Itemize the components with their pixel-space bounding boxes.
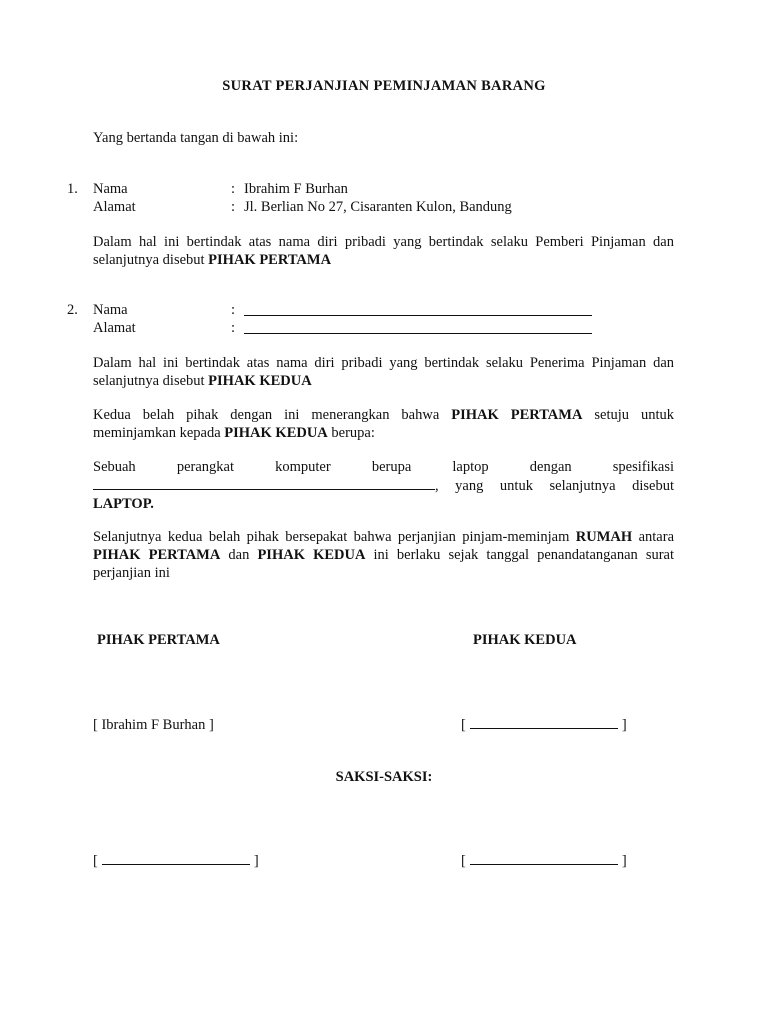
party2-name-label: Nama (93, 302, 128, 318)
item-paragraph (93, 458, 674, 513)
first-party-signature-name: [ Ibrahim F Burhan ] (93, 717, 214, 733)
witness-2-signature (461, 852, 627, 870)
witness-1-signature (93, 852, 259, 870)
bracket-close: ] (621, 717, 627, 733)
agreement-paragraph (93, 406, 674, 442)
witness-heading: SAKSI-SAKSI: (335, 769, 433, 785)
party2-role: PIHAK KEDUA (208, 373, 312, 389)
validity-rumah: RUMAH (575, 529, 633, 545)
item-line-1: Sebuah perangkat komputer berupa laptop dengan spesifikasi (93, 459, 674, 475)
party2-desc-text: Dalam hal ini bertindak atas nama diri pribadi yang bertindak selaku Penerima Pinjaman dan selanjutnya disebut (93, 355, 674, 389)
party2-address-colon: : (231, 320, 236, 336)
document-title: SURAT PERJANJIAN PEMINJAMAN BARANG (222, 78, 546, 94)
party1-number: 1. (67, 181, 78, 197)
second-party-signature (461, 716, 627, 734)
second-party-signature-blank[interactable] (470, 716, 618, 729)
second-party-heading: PIHAK KEDUA (473, 632, 577, 648)
party2-number: 2. (67, 302, 78, 318)
validity-text-3: dan (228, 547, 250, 563)
bracket-close: ] (253, 853, 259, 869)
first-party-heading: PIHAK PERTAMA (97, 632, 220, 648)
party2-name-field[interactable] (244, 301, 592, 316)
party1-name-colon: : (231, 181, 236, 197)
party1-name-value: Ibrahim F Burhan (244, 181, 348, 197)
witness-2-signature-blank[interactable] (470, 852, 618, 865)
witness-1-signature-blank[interactable] (102, 852, 250, 865)
validity-paragraph (93, 528, 674, 582)
item-spec-blank[interactable] (93, 476, 435, 490)
agreement-role-2: PIHAK KEDUA (224, 425, 328, 441)
party1-address-value: Jl. Berlian No 27, Cisaranten Kulon, Bandung (244, 199, 512, 215)
party1-role: PIHAK PERTAMA (208, 252, 332, 268)
bracket-open: [ (461, 853, 466, 869)
intro-text: Yang bertanda tangan di bawah ini: (93, 130, 299, 146)
validity-role-1: PIHAK PERTAMA (93, 547, 221, 563)
party1-address-label: Alamat (93, 199, 136, 215)
item-after-blank: , yang untuk selanjutnya disebut (435, 478, 674, 494)
agreement-text-2: setuju untuk meminjamkan kepada (93, 407, 675, 441)
party1-desc-text: Dalam hal ini bertindak atas nama diri pribadi yang bertindak selaku Pemberi Pinjaman dan selanjutnya disebut (93, 234, 674, 268)
party2-address-field[interactable] (244, 319, 592, 334)
party1-description (93, 233, 674, 269)
item-line-2 (93, 476, 674, 495)
validity-role-2: PIHAK KEDUA (257, 547, 366, 563)
agreement-text-3: berupa: (331, 425, 375, 441)
party1-address-colon: : (231, 199, 236, 215)
validity-text-4: ini berlaku sejak tanggal penandatanganan surat perjanjian ini (93, 547, 675, 581)
validity-text-2: antara (638, 529, 675, 545)
bracket-close: ] (621, 853, 627, 869)
party2-name-colon: : (231, 302, 236, 318)
item-name: LAPTOP. (93, 496, 154, 512)
agreement-role-1: PIHAK PERTAMA (451, 407, 583, 423)
bracket-open: [ (93, 853, 98, 869)
validity-text-1: Selanjutnya kedua belah pihak bersepakat bahwa perjanjian pinjam-meminjam (93, 529, 570, 545)
party1-name-label: Nama (93, 181, 128, 197)
party2-address-label: Alamat (93, 320, 136, 336)
party2-description (93, 354, 674, 390)
agreement-text-1: Kedua belah pihak dengan ini menerangkan bahwa (93, 407, 440, 423)
bracket-open: [ (461, 717, 466, 733)
